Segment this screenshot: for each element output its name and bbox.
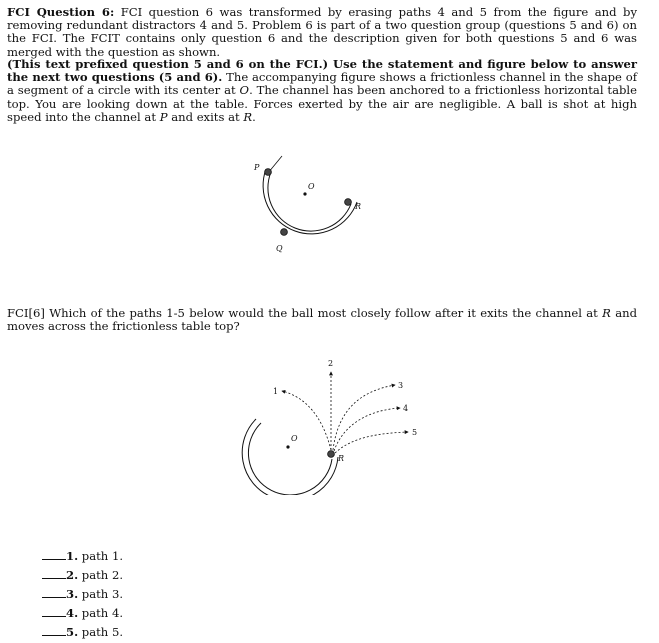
point-label-r: R (243, 109, 253, 124)
figure1-label-r: R (355, 202, 362, 211)
answer-number: 2. (66, 568, 79, 582)
answer-number: 4. (66, 606, 79, 620)
channel-figure (240, 148, 380, 263)
path-label-3: 3 (398, 381, 404, 390)
answer-blank[interactable] (42, 624, 66, 636)
figure1-label-o: O (308, 182, 315, 191)
problem-statement-text-c: and exits at (171, 109, 240, 124)
problem-statement-text-b: . The channel has been anchored to a frictionless horizontal table top. You are looking down at the table. Forces exerted by the air are negligible. A ball is shot at high speed into the channel at (7, 83, 637, 124)
center-point-o2 (286, 445, 289, 448)
answer-number: 1. (66, 549, 79, 563)
answer-option-3[interactable] (42, 586, 123, 605)
path-1 (282, 391, 331, 450)
path-3 (333, 385, 395, 450)
path-label-4: 4 (403, 404, 409, 413)
figure1-label-q: Q (276, 244, 283, 253)
problem-statement-bold: (This text prefixed question 5 and 6 on the FCI.) Use the statement and figure below to answer the next two questions (5 and 6). (7, 57, 637, 85)
problem-statement-text-a: The accompanying figure shows a frictionless channel in the shape of a segment of a circle with its center at (7, 70, 637, 98)
problem-statement-text-d: . (252, 109, 256, 124)
answer-choices (42, 548, 123, 643)
answer-blank[interactable] (42, 586, 66, 598)
question-header-text: FCI question 6 was transformed by erasing paths 4 and 5 from the figure and by removing redundant distractors 4 and 5. Problem 6 is part of a two question group (questions 5 and 6) on the FCI. The FCIT contains only question 6 and the description given for both questions 5 and 6 was merged with the question as shown. (7, 5, 637, 59)
answer-text: path 1. (81, 549, 124, 563)
question-header (7, 6, 637, 59)
answer-text: path 3. (81, 587, 124, 601)
ball-at-q (281, 229, 288, 236)
question-id: FCI[6] (7, 306, 45, 320)
center-point-o (303, 192, 306, 195)
path-label-2: 2 (328, 359, 334, 368)
paths-figure (230, 355, 430, 495)
answer-text: path 5. (81, 625, 124, 639)
ball-at-r (345, 199, 352, 206)
path-label-5: 5 (412, 428, 418, 437)
question-text-b: and moves across the frictionless table top? (7, 306, 638, 334)
answer-blank[interactable] (42, 567, 66, 579)
figure1-label-p: P (254, 163, 260, 172)
center-label-o: O (239, 83, 250, 98)
ball-at-r2 (328, 451, 335, 458)
channel-outer-wall (263, 169, 357, 234)
answer-text: path 4. (81, 606, 124, 620)
point-label-p: P (159, 109, 168, 124)
answer-option-2[interactable] (42, 567, 123, 586)
problem-statement (7, 58, 637, 124)
ball-at-p (265, 169, 272, 176)
answer-number: 5. (66, 625, 79, 639)
answer-blank[interactable] (42, 548, 66, 560)
answer-blank[interactable] (42, 605, 66, 617)
answer-option-1[interactable] (42, 548, 123, 567)
answer-text: path 2. (81, 568, 124, 582)
answer-number: 3. (66, 587, 79, 601)
answer-option-4[interactable] (42, 605, 123, 624)
path-label-1: 1 (273, 387, 279, 396)
figure2-label-o: O (291, 434, 298, 443)
question-text (7, 307, 637, 333)
figure2-label-r: R (338, 454, 345, 463)
answer-option-5[interactable] (42, 624, 123, 643)
question-header-label: FCI Question 6: (7, 5, 115, 19)
path-5 (335, 432, 408, 453)
path-4 (334, 408, 400, 451)
question-point-r: R (602, 306, 611, 320)
channel2-outer-wall (242, 419, 338, 495)
question-text-a: Which of the paths 1-5 below would the ball most closely follow after it exits the channel at (49, 306, 598, 320)
